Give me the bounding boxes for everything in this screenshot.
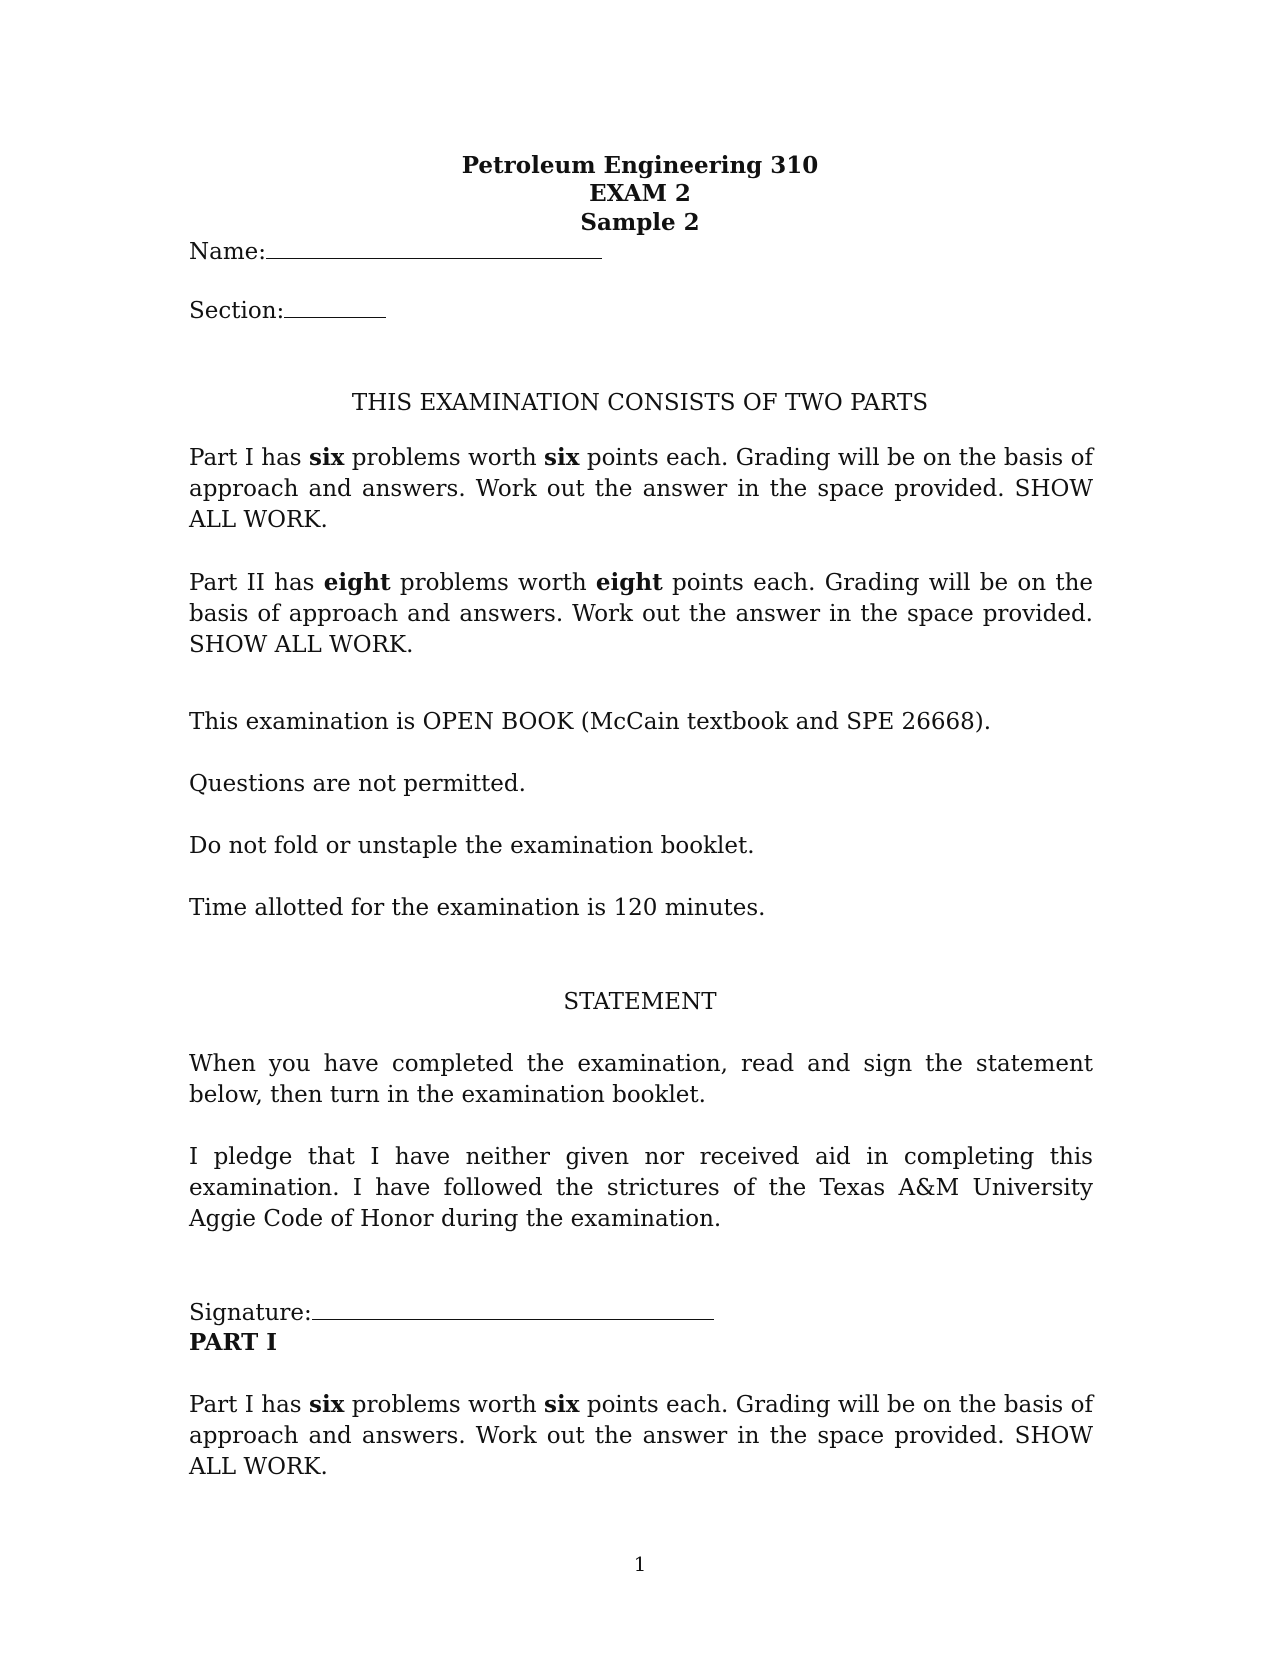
instructions-heading: THIS EXAMINATION CONSISTS OF TWO PARTS (351, 390, 929, 416)
part2-count2: eight (595, 569, 663, 596)
exam-title: EXAM 2 (589, 180, 691, 207)
honor-pledge: I pledge that I have neither given nor received aid in completing this examination. I have followed the strictures of the Texas A&M University Aggie Code of Honor during the examination. (189, 1144, 1093, 1232)
part-one-suffix: points each. Grading will be on the basis of approach and answers. Work out the answer in the space provided. SHOW ALL WORK. (189, 1392, 1093, 1480)
questions-note: Questions are not permitted. (189, 771, 526, 797)
part2-prefix: Part II has (189, 570, 324, 596)
part1-suffix: points each. Grading will be on the basis of approach and answers. Work out the answer in the space provided. SHOW ALL WORK. (189, 445, 1093, 533)
part1-count1: six (309, 444, 345, 471)
statement-heading: STATEMENT (563, 989, 717, 1015)
course-title: Petroleum Engineering 310 (461, 152, 819, 179)
name-label: Name: (189, 239, 267, 265)
part2-instructions (189, 567, 1093, 661)
section-field[interactable] (189, 295, 386, 327)
time-note: Time allotted for the examination is 120 minutes. (189, 895, 766, 921)
name-field[interactable] (189, 236, 602, 268)
page-number: 1 (633, 1552, 647, 1576)
part2-count1: eight (323, 569, 391, 596)
part1-count2: six (544, 444, 580, 471)
signature-label: Signature: (189, 1300, 312, 1326)
part-one-count2: six (544, 1391, 580, 1418)
section-blank-line[interactable] (284, 295, 386, 318)
part2-mid: problems worth (390, 570, 596, 596)
statement-instruction: When you have completed the examination, read and sign the statement below, then turn in the examination booklet. (189, 1051, 1093, 1108)
booklet-note: Do not fold or unstaple the examination booklet. (189, 833, 755, 859)
section-label: Section: (189, 298, 285, 324)
part1-mid: problems worth (344, 445, 545, 471)
part-one-heading: PART I (189, 1329, 278, 1356)
part-one-mid: problems worth (344, 1392, 545, 1418)
name-blank-line[interactable] (266, 236, 602, 259)
signature-blank-line[interactable] (312, 1297, 714, 1320)
part-one-instructions (189, 1389, 1093, 1483)
part-one-prefix: Part I has (189, 1392, 309, 1418)
open-book-note: This examination is OPEN BOOK (McCain textbook and SPE 26668). (189, 709, 992, 735)
sample-title: Sample 2 (580, 209, 700, 236)
part1-prefix: Part I has (189, 445, 309, 471)
part2-suffix: points each. Grading will be on the basis of approach and answers. Work out the answer in the space provided. SHOW ALL WORK. (189, 570, 1094, 658)
part-one-count1: six (309, 1391, 345, 1418)
part1-instructions (189, 442, 1093, 536)
signature-field[interactable] (189, 1297, 714, 1329)
